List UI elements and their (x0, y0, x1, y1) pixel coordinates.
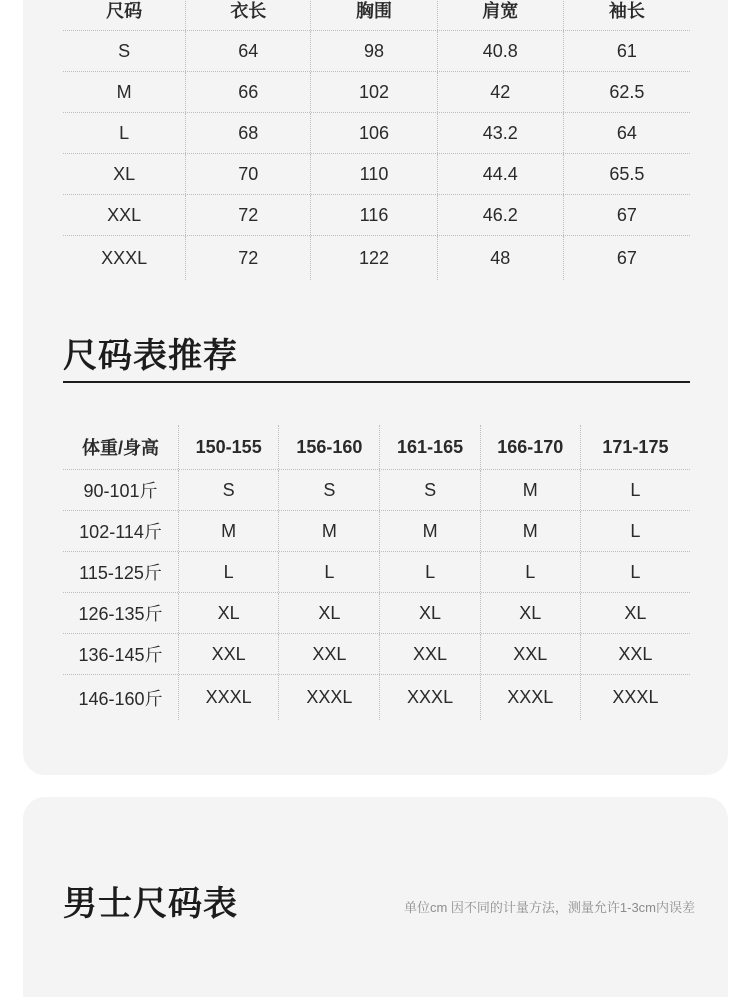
table-cell: XL (380, 593, 480, 633)
table-cell: M (179, 511, 279, 551)
table-cell: 70 (186, 154, 311, 194)
column-header: 体重/身高 (63, 425, 179, 469)
table-cell: 42 (438, 72, 564, 112)
table-row (63, 593, 690, 634)
column-header: 胸围 (311, 0, 437, 30)
column-header: 161-165 (380, 425, 480, 469)
table-cell: 43.2 (438, 113, 564, 153)
table-cell: XL (179, 593, 279, 633)
measurement-note: 单位cm 因不同的计量方法，测量允许1-3cm内误差 (403, 900, 695, 915)
table-cell: 110 (311, 154, 437, 194)
table-cell: M (481, 470, 581, 510)
table-cell: XXL (618, 643, 653, 664)
recommend-table (63, 425, 690, 720)
table-cell: L (630, 561, 641, 582)
table-header-row (63, 0, 690, 31)
table-cell: XXXL (612, 687, 659, 707)
table-row (63, 511, 690, 552)
table-cell: 66 (186, 72, 311, 112)
table-cell: 102-114斤 (63, 511, 179, 551)
table-cell: 67 (616, 204, 637, 225)
table-cell: 48 (438, 236, 564, 280)
column-header: 袖长 (608, 1, 645, 21)
table-cell: 61 (616, 40, 637, 61)
table-row (63, 470, 690, 511)
column-header: 171-175 (602, 436, 669, 457)
table-cell: 40.8 (438, 31, 564, 71)
table-cell: M (63, 72, 186, 112)
table-cell: S (279, 470, 380, 510)
table-cell: 136-145斤 (63, 634, 179, 674)
table-cell: XXXL (380, 675, 480, 720)
table-row (63, 634, 690, 675)
table-cell: 64 (616, 122, 637, 143)
table-row (63, 72, 690, 113)
table-cell: XL (481, 593, 581, 633)
table-cell: M (380, 511, 480, 551)
table-row (63, 31, 690, 72)
title-divider (63, 381, 690, 383)
table-cell: L (630, 479, 641, 500)
table-cell: 46.2 (438, 195, 564, 235)
table-cell: 65.5 (609, 163, 645, 184)
table-cell: S (380, 470, 480, 510)
table-cell: 98 (311, 31, 437, 71)
table-cell: 122 (311, 236, 437, 280)
table-cell: XXL (63, 195, 186, 235)
table-cell: XXXL (179, 675, 279, 720)
table-cell: 116 (311, 195, 437, 235)
table-cell: 68 (186, 113, 311, 153)
table-cell: XXL (380, 634, 480, 674)
table-cell: XXXL (63, 236, 186, 280)
table-cell: 67 (616, 247, 637, 268)
table-row (63, 552, 690, 593)
column-header: 衣长 (186, 0, 311, 30)
men-size-title: 男士尺码表 (63, 885, 238, 923)
table-cell: XXXL (481, 675, 581, 720)
table-cell: M (481, 511, 581, 551)
column-header: 肩宽 (438, 0, 564, 30)
column-header: 尺码 (63, 0, 186, 30)
table-cell: XXL (179, 634, 279, 674)
size-table (63, 0, 690, 280)
table-cell: XL (279, 593, 380, 633)
table-cell: M (279, 511, 380, 551)
column-header: 150-155 (179, 425, 279, 469)
table-cell: XXL (481, 634, 581, 674)
table-cell: 106 (311, 113, 437, 153)
table-header-row (63, 425, 690, 470)
column-header: 166-170 (481, 425, 581, 469)
table-cell: XXXL (279, 675, 380, 720)
table-cell: 72 (186, 195, 311, 235)
table-cell: 64 (186, 31, 311, 71)
table-cell: 126-135斤 (63, 593, 179, 633)
table-cell: 146-160斤 (63, 675, 179, 720)
table-cell: L (63, 113, 186, 153)
table-cell: 90-101斤 (63, 470, 179, 510)
table-cell: 44.4 (438, 154, 564, 194)
table-cell: XXL (279, 634, 380, 674)
table-cell: S (179, 470, 279, 510)
table-row (63, 154, 690, 195)
table-cell: L (179, 552, 279, 592)
table-cell: L (380, 552, 480, 592)
table-cell: S (63, 31, 186, 71)
table-cell: 72 (186, 236, 311, 280)
table-row (63, 113, 690, 154)
recommend-title: 尺码表推荐 (63, 337, 238, 375)
table-cell: 115-125斤 (63, 552, 179, 592)
table-cell: 102 (311, 72, 437, 112)
table-cell: XL (63, 154, 186, 194)
table-cell: L (630, 520, 641, 541)
table-cell: XL (624, 602, 647, 623)
table-row (63, 675, 690, 720)
table-cell: L (481, 552, 581, 592)
column-header: 156-160 (279, 425, 380, 469)
table-row (63, 195, 690, 236)
table-row (63, 236, 690, 280)
table-cell: 62.5 (609, 81, 645, 102)
table-cell: L (279, 552, 380, 592)
